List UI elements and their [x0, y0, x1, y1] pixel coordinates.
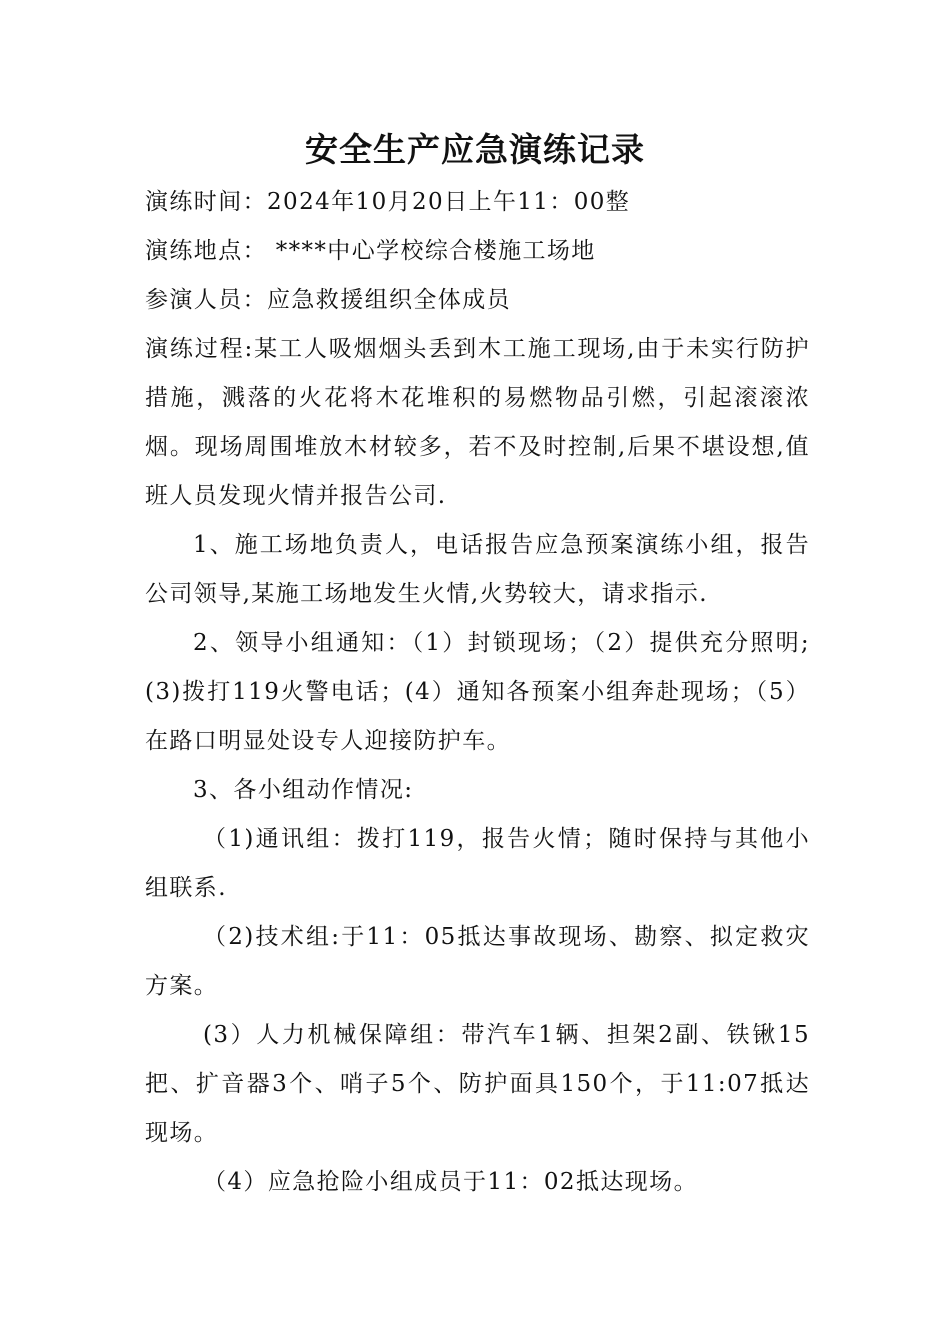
drill-location: 演练地点： ****中心学校综合楼施工场地: [145, 238, 596, 264]
step-3: 3、各小组动作情况:: [193, 777, 414, 803]
team-emergency-rescue: （4）应急抢险小组成员于11：02抵达现场。: [203, 1169, 698, 1195]
drill-participants: 参演人员：应急救援组织全体成员: [145, 287, 511, 313]
drill-process: 演练过程:某工人吸烟烟头丢到木工施工现场,由于未实行防护措施，溅落的火花将木花堆积的易燃物品引燃，引起滚滚浓烟。现场周围堆放木材较多，若不及时控制,后果不堪设想,值班人员发现火情并报告公司.: [145, 336, 810, 509]
team-communication: （1)通讯组：拨打119，报告火情；随时保持与其他小组联系.: [145, 826, 810, 901]
document-body: [145, 178, 810, 1207]
step-2: 2、领导小组通知：（1）封锁现场；（2）提供充分照明;(3)拨打119火警电话；(4）通知各预案小组奔赴现场；（5）在路口明显处设专人迎接防护车。: [145, 630, 810, 754]
document-title: 安全生产应急演练记录: [305, 130, 645, 169]
step-1: 1、施工场地负责人，电话报告应急预案演练小组，报告公司领导,某施工场地发生火情,火势较大，请求指示.: [145, 532, 810, 607]
team-technical: （2)技术组:于11：05抵达事故现场、勘察、拟定救灾方案。: [145, 924, 810, 999]
team-machinery-support: (3）人力机械保障组：带汽车1辆、担架2副、铁锹15把、扩音器3个、哨子5个、防护面具150个，于11:07抵达现场。: [145, 1022, 810, 1146]
drill-time: 演练时间：2024年10月20日上午11：00整: [145, 189, 631, 215]
